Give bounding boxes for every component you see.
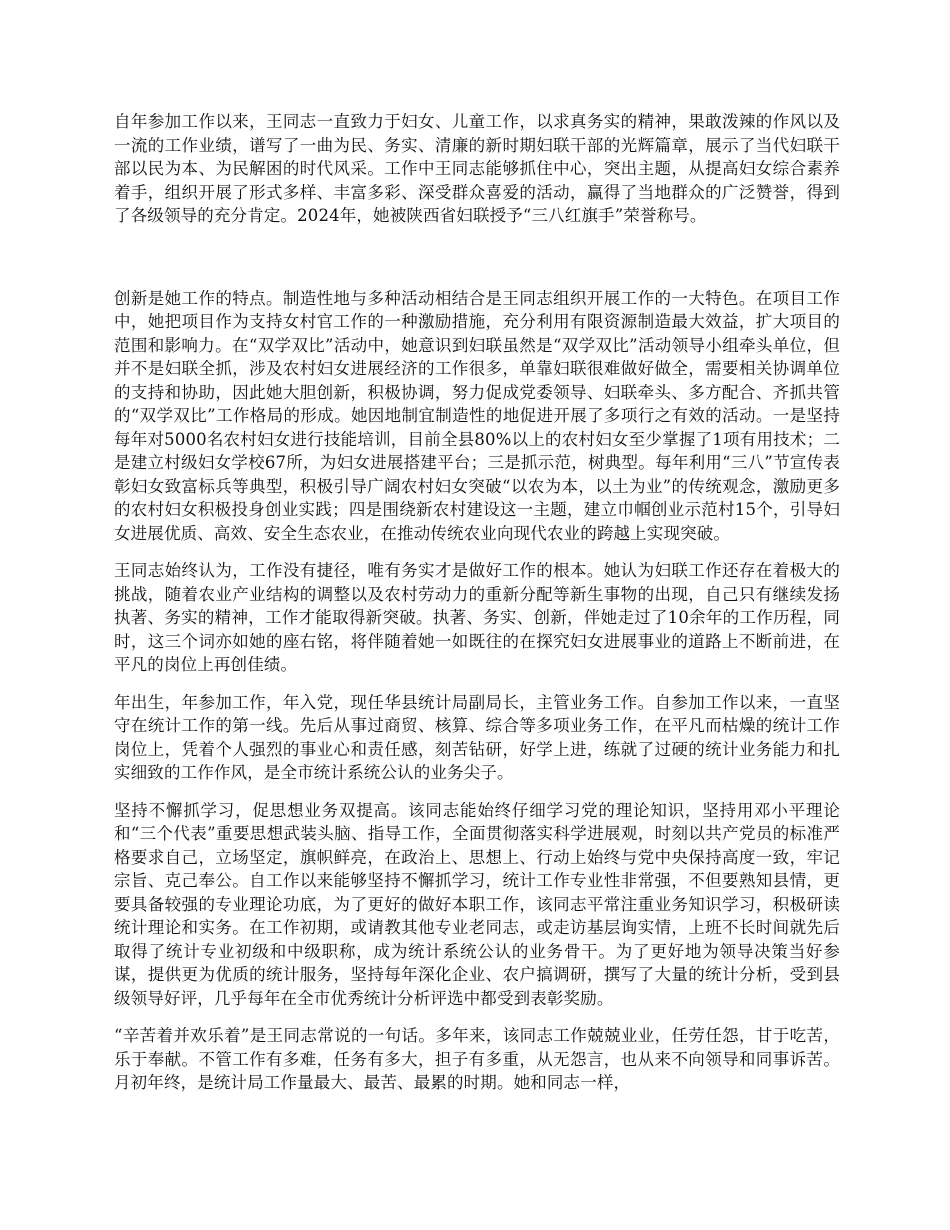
paragraph-dedication: “辛苦着并欢乐着”是王同志常说的一句话。多年来，该同志工作兢兢业业，任劳任怨，甘于吃苦，乐于奉献。不管工作有多难，任务有多大，担子有多重，从无怨言，也从来不向领导和同事诉苦。月初年终，是统计局工作量最大、最苦、最累的时期。她和同志一样， xyxy=(114,1026,840,1092)
paragraph-innovation: 创新是她工作的特点。制造性地与多种活动相结合是王同志组织开展工作的一大特色。在项目工作中，她把项目作为支持女村官工作的一种激励措施，充分利用有限资源制造最大效益，扩大项目的范围和影响力。在“双学双比”活动中，她意识到妇联虽然是“双学双比”活动领导小组牵头单位，但并不是妇联全抓，涉及农村妇女进展经济的工作很多，单靠妇联很难做好做全，需要相关协调单位的支持和协助，因此她大胆创新，积极协调，努力促成党委领导、妇联牵头、多方配合、齐抓共管的“双学双比”工作格局的形成。她因地制宜制造性的地促进开展了多项行之有效的活动。一是坚持每年对5000名农村妇女进行技能培训，目前全县80%以上的农村妇女至少掌握了1项有用技术；二是建立村级妇女学校67所，为妇女进展搭建平台；三是抓示范，树典型。每年利用“三八”节宣传表彰妇女致富标兵等典型，积极引导广阔农村妇女突破“以农为本，以土为业”的传统观念，激励更多的农村妇女积极投身创业实践；四是围绕新农村建设这一主题，建立巾帼创业示范村15个，引导妇女进展优质、高效、安全生态农业，在推动传统农业向现代农业的跨越上实现突破。 xyxy=(114,288,841,543)
paragraph-statistics-bio: 年出生，年参加工作，年入党，现任华县统计局副局长，主管业务工作。自参加工作以来，一直坚守在统计工作的第一线。先后从事过商贸、核算、综合等多项业务工作，在平凡而枯燥的统计工作岗位上，凭着个人强烈的事业心和责任感，刻苦钻研，好学上进，练就了过硬的统计业务能力和扎实细致的工作作风，是全市统计系统公认的业务尖子。 xyxy=(114,692,840,782)
paragraph-study: 坚持不懈抓学习，促思想业务双提高。该同志能始终仔细学习党的理论知识，坚持用邓小平理论和“三个代表”重要思想武装头脑、指导工作，全面贯彻落实科学进展观，时刻以共产党员的标准严格要求自己，立场坚定，旗帜鲜亮，在政治上、思想上、行动上始终与党中央保持高度一致，牢记宗旨、克己奉公。自工作以来能够坚持不懈抓学习，统计工作专业性非常强，不但要熟知县情，更要具备较强的专业理论功底，为了更好的做好本职工作，该同志平常注重业务知识学习，积极研读统计理论和实务。在工作初期，或请教其他专业老同志，或走访基层询实情，上班不长时间就先后取得了统计专业初级和中级职称，成为统计系统公认的业务骨干。为了更好地为领导决策当好参谋，提供更为优质的统计服务，坚持每年深化企业、农户搞调研，撰写了大量的统计分析，受到县级领导好评，几乎每年在全市优秀统计分析评选中都受到表彰奖励。 xyxy=(114,800,840,1008)
document-body xyxy=(114,110,840,1095)
paragraph-womens-federation-work: 自年参加工作以来，王同志一直致力于妇女、儿童工作，以求真务实的精神，果敢泼辣的作风以及一流的工作业绩，谱写了一曲为民、务实、清廉的新时期妇联干部的光辉篇章，展示了当代妇联干部以民为本、为民解困的时代风采。工作中王同志能够抓住中心，突出主题，从提高妇女综合素养着手，组织开展了形式多样、丰富多彩、深受群众喜爱的活动，赢得了当地群众的广泛赞誉，得到了各级领导的充分肯定。2024年，她被陕西省妇联授予“三八红旗手”荣誉称号。 xyxy=(114,112,840,225)
paragraph-pragmatism: 王同志始终认为，工作没有捷径，唯有务实才是做好工作的根本。她认为妇联工作还存在着极大的挑战，随着农业产业结构的调整以及农村劳动力的重新分配等新生事物的出现，自己只有继续发扬执著、务实的精神，工作才能取得新突破。执著、务实、创新，伴她走过了10余年的工作历程，同时，这三个词亦如她的座右铭，将伴随着她一如既往的在探究妇女进展事业的道路上不断前进，在平凡的岗位上再创佳绩。 xyxy=(114,561,840,674)
